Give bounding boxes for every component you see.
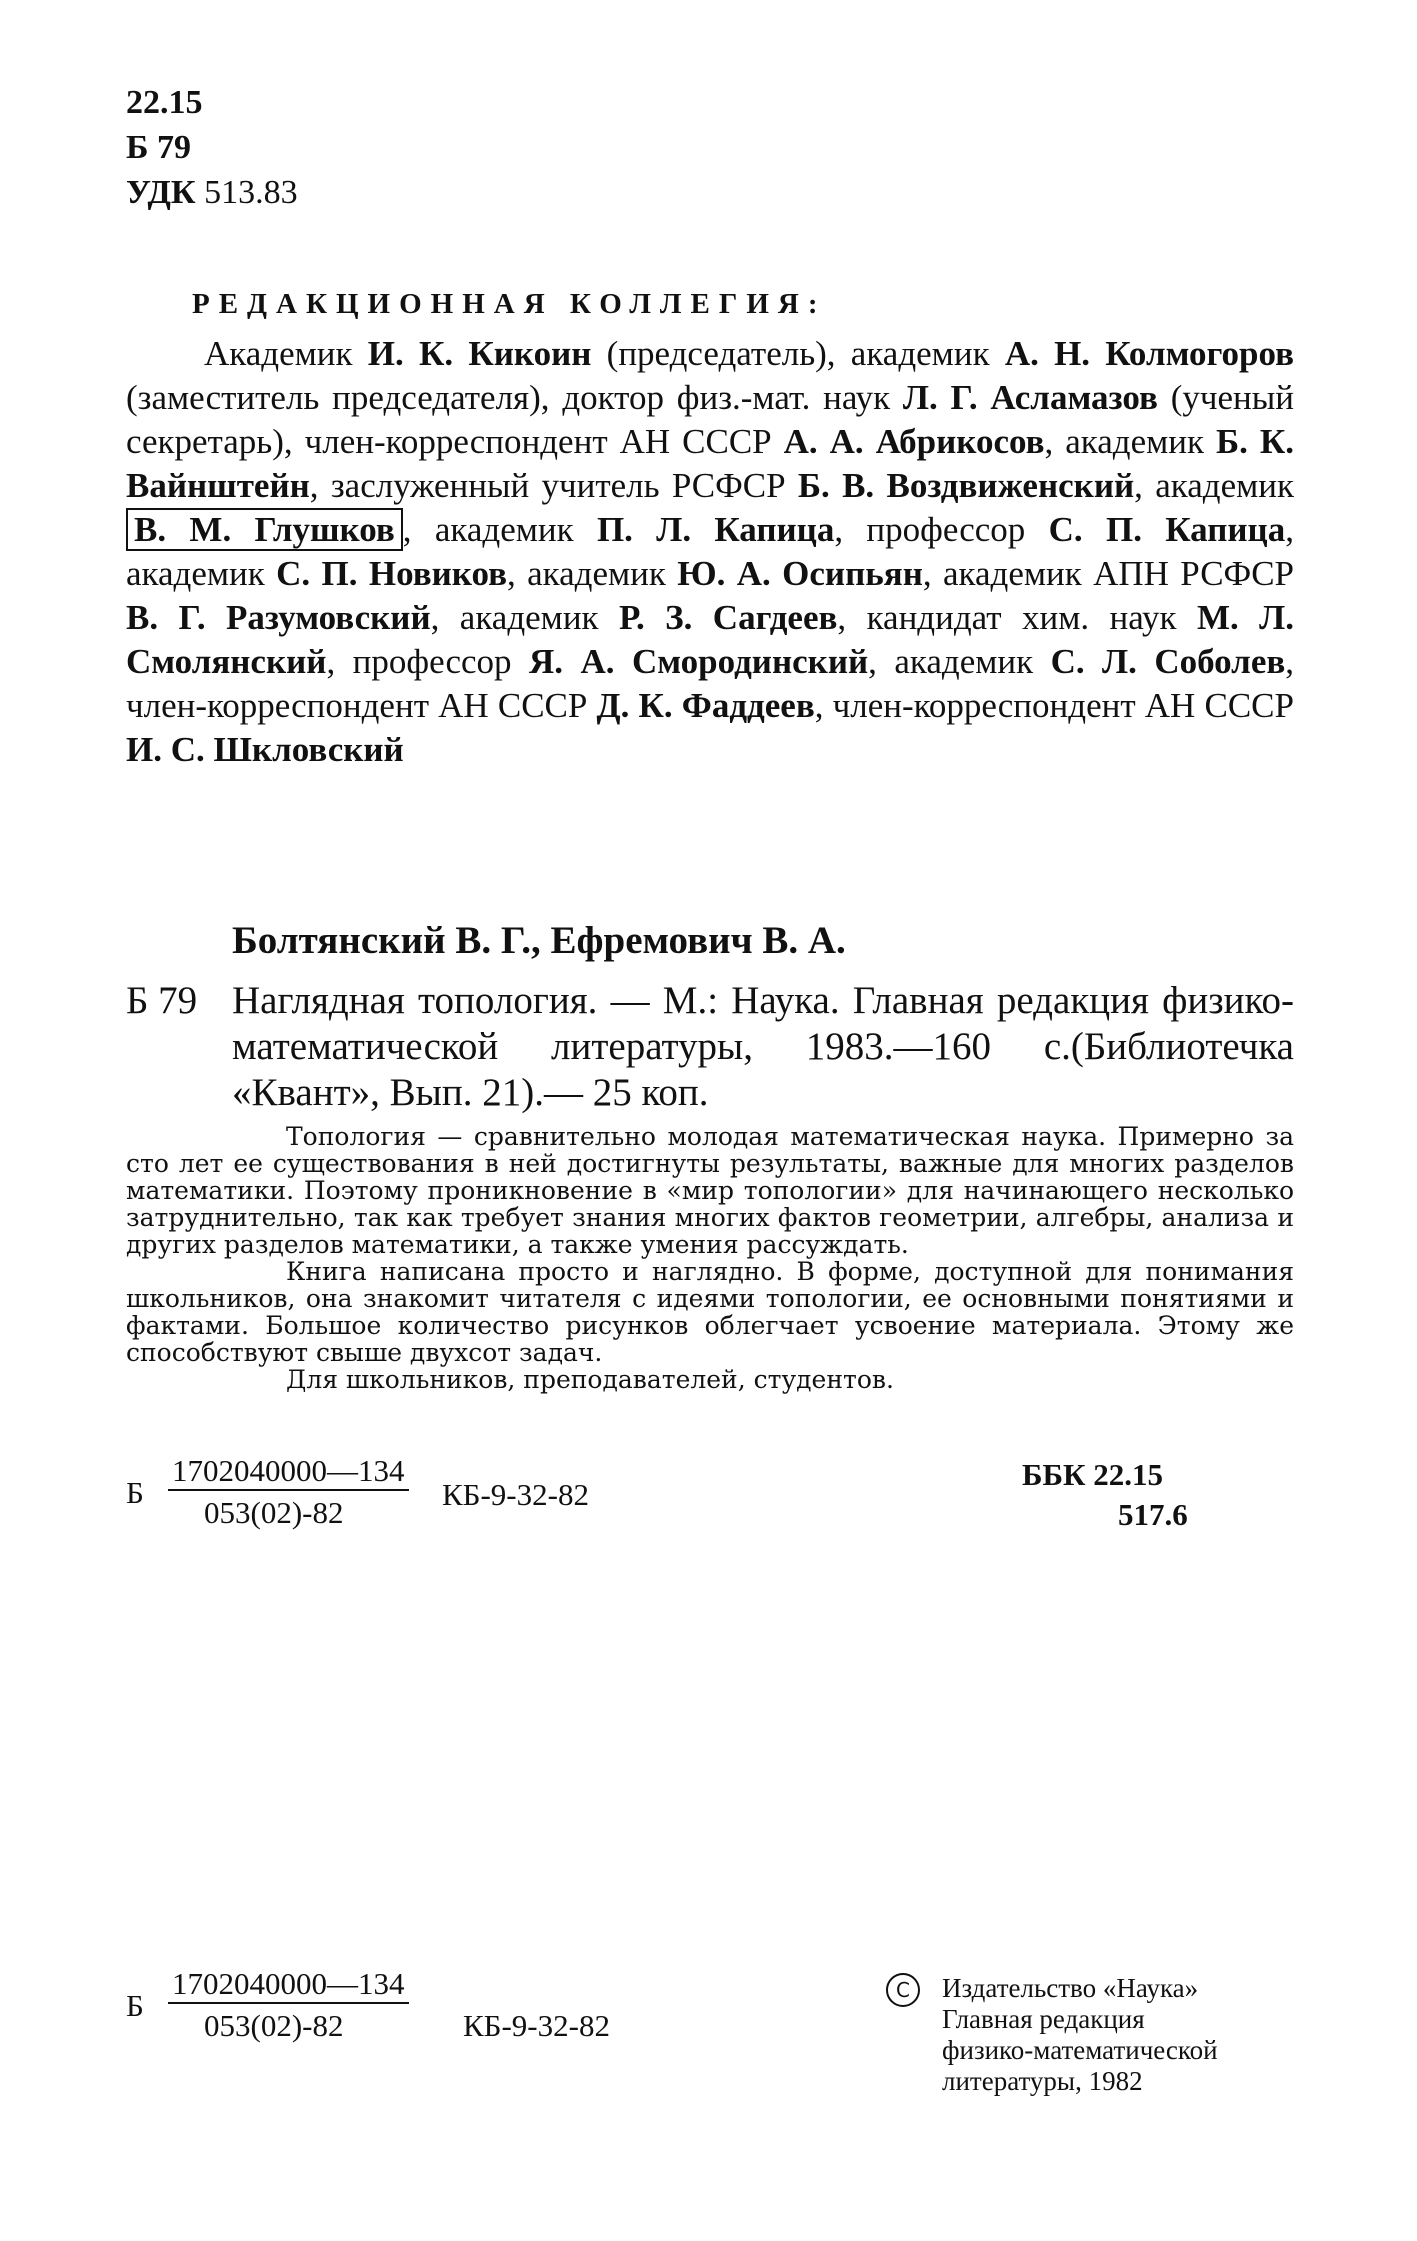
- board-text-segment: , член-корреспондент АН СССР: [814, 686, 1294, 725]
- board-text-segment: Академик: [204, 334, 368, 373]
- board-text-segment: (председатель), академик: [591, 334, 1005, 373]
- index-code: КБ-9-32-82: [463, 2008, 610, 2043]
- board-member-name: А. А. Абрикосов: [783, 422, 1045, 461]
- copyright-line: Главная редакция: [942, 2004, 1145, 2034]
- bbk-line: 517.6: [1118, 1497, 1188, 1532]
- catalog-index-fraction: [126, 1453, 726, 1543]
- board-text-segment: , академик: [1044, 422, 1216, 461]
- board-text-segment: , академик: [1134, 466, 1294, 505]
- bbk-line: ББК 22.15: [1022, 1457, 1163, 1492]
- board-text-segment: , заслуженный учитель РСФСР: [309, 466, 798, 505]
- board-member-name-framed: В. М. Глушков: [126, 508, 403, 551]
- board-text-segment: , академик: [507, 554, 678, 593]
- catalog-index-fraction-footer: [126, 1966, 726, 2056]
- copyright-text: [942, 1973, 1218, 2097]
- index-denominator: 053(02)-82: [204, 2008, 344, 2043]
- board-member-name: И. С. Шкловский: [126, 730, 404, 769]
- copyright-line: Издательство «Наука»: [942, 1973, 1199, 2003]
- board-member-name: П. Л. Капица: [596, 510, 835, 549]
- annotation-paragraph: Топология — сравнительно молодая математическая наука. Примерно за сто лет ее существования в ней достигнуты результаты, важные для многих разделов математики. Поэтому проникновение в «мир топологии» для начинающего несколько затруднительно, так как требует знания многих фактов геометрии, алгебры, анализа и других разделов математики, а также умения рассуждать.: [126, 1122, 1294, 1259]
- board-text-segment: , академик: [402, 510, 597, 549]
- index-denominator: 053(02)-82: [204, 1495, 344, 1530]
- board-member-name: Б. В. Воздвиженский: [797, 466, 1135, 505]
- author-mark: Б 79: [126, 129, 191, 166]
- board-member-name: Б. К. Вайнштейн: [126, 422, 1294, 505]
- board-member-name: И. К. Кикоин: [367, 334, 592, 373]
- board-member-name: А. Н. Колмогоров: [1004, 334, 1294, 373]
- copyright-line: физико-математической: [942, 2035, 1218, 2065]
- board-member-name: В. Г. Разумовский: [126, 598, 431, 637]
- board-member-name: Л. Г. Асламазов: [902, 378, 1158, 417]
- annotation-audience: Для школьников, преподавателей, студентов.: [286, 1365, 894, 1394]
- book-annotation: [126, 1123, 1294, 1393]
- copyright-icon: C: [886, 1973, 920, 2007]
- bbk-block: [1022, 1455, 1188, 1535]
- editorial-board-heading: РЕДАКЦИОННАЯ КОЛЛЕГИЯ:: [192, 288, 827, 320]
- board-member-name: С. П. Новиков: [276, 554, 508, 593]
- index-prefix: Б: [126, 1475, 144, 1510]
- board-text-segment: , член-корреспондент АН СССР: [126, 642, 1295, 725]
- board-text-segment: , академик: [126, 510, 1294, 593]
- board-member-name: Ю. А. Осипьян: [677, 554, 923, 593]
- board-text-segment: (ученый секретарь), член-корреспондент АН СССР: [126, 378, 1294, 461]
- index-prefix: Б: [126, 1988, 144, 2023]
- catalog-code: Б 79: [126, 979, 198, 1022]
- board-member-name: С. П. Капица: [1048, 510, 1286, 549]
- board-text-segment: , академик: [868, 642, 1051, 681]
- board-text-segment: , профессор: [326, 642, 530, 681]
- board-text-segment: , академик: [430, 598, 619, 637]
- index-numerator: 1702040000—134: [168, 1966, 409, 2004]
- udk-label: УДК: [126, 174, 196, 211]
- book-authors: Болтянский В. Г., Ефремович В. А.: [232, 919, 846, 962]
- board-text-segment: , академик АПН РСФСР: [922, 554, 1294, 593]
- board-text-segment: , кандидат хим. наук: [837, 598, 1197, 637]
- board-member-name: С. Л. Соболев: [1050, 642, 1286, 681]
- board-member-name: М. Л. Смолянский: [126, 598, 1294, 681]
- board-member-name: Я. А. Смородинский: [529, 642, 869, 681]
- copyright-line: литературы, 1982: [942, 2066, 1143, 2096]
- editorial-board-paragraph: [126, 332, 1294, 772]
- bibliographic-description: Наглядная топология. — М.: Наука. Главная редакция физико-математической литературы, 1983.—160 с.(Библиотечка «Квант», Вып. 21).— 25 коп.: [232, 979, 1294, 1114]
- udk-number: 513.83: [204, 174, 298, 211]
- editorial-board-list: [126, 332, 1294, 772]
- bbk-code: 22.15: [126, 84, 203, 121]
- classification-codes: [126, 80, 298, 215]
- index-numerator: 1702040000—134: [168, 1453, 409, 1491]
- board-member-name: Д. К. Фаддеев: [596, 686, 815, 725]
- board-text-segment: (заместитель председателя), доктор физ.-мат. наук: [126, 378, 903, 417]
- udk-code: [126, 170, 298, 215]
- board-member-name: Р. З. Сагдеев: [618, 598, 838, 637]
- annotation-paragraph: Книга написана просто и наглядно. В форме, доступной для понимания школьников, она знакомит читателя с идеями топологии, ее основными понятиями и фактами. Большое количество рисунков облегчает усвоение материала. Этому же способствуют свыше двухсот задач.: [126, 1257, 1294, 1367]
- index-code: КБ-9-32-82: [442, 1477, 589, 1512]
- board-text-segment: , профессор: [834, 510, 1049, 549]
